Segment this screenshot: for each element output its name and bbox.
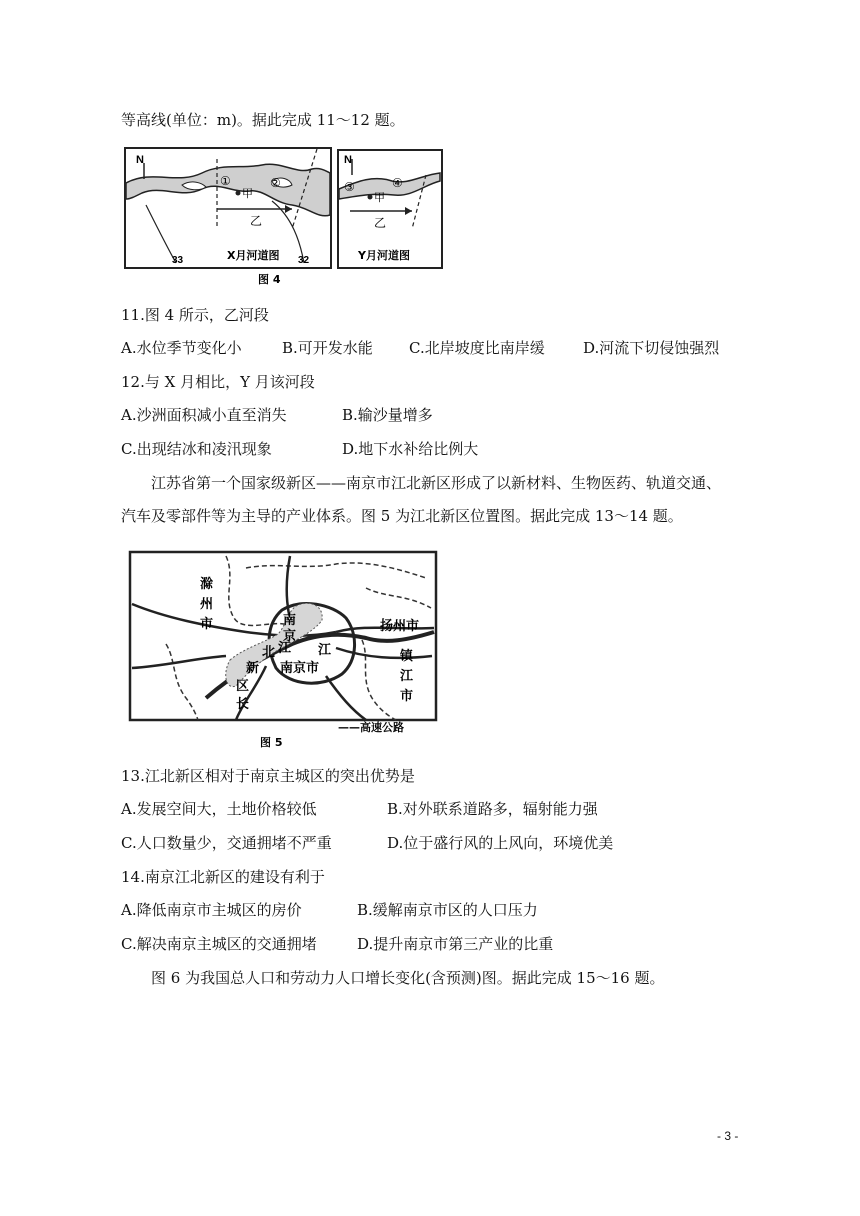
figure-5-jiangbei-map [126, 548, 444, 748]
label-zhen-shi: 市 [400, 689, 414, 704]
label-xin: 新 [246, 661, 260, 676]
q13-option-d: D.位于盛行风的上风向，环境优美 [387, 834, 614, 852]
q11-option-d: D.河流下切侵蚀强烈 [583, 339, 720, 357]
q12-stem: 12.与 X 月相比，Y 月该河段 [121, 373, 315, 391]
label-yi-y: 乙 [374, 216, 387, 230]
mark-2: ② [270, 176, 281, 190]
north-label-x: N [136, 154, 144, 166]
figure-4-caption: 图 4 [258, 273, 281, 286]
q13-option-a: A.发展空间大，土地价格较低 [121, 800, 317, 818]
passage-2-line-2: 汽车及零部件等为主导的产业体系。图 5 为江北新区位置图。据此完成 13～14 题。 [121, 507, 683, 525]
legend-highway: ——高速公路 [338, 721, 404, 734]
q12-option-d: D.地下水补给比例大 [342, 440, 479, 458]
label-zhou: 州 [200, 597, 214, 612]
label-jiang-2: 江 [318, 643, 332, 658]
mark-3: ③ [344, 180, 355, 194]
q13-option-b: B.对外联系道路多，辐射能力强 [387, 800, 598, 818]
label-jiang-city: 江 [400, 669, 414, 684]
q11-option-a: A.水位季节变化小 [121, 339, 242, 357]
q11-option-b: B.可开发水能 [282, 339, 373, 357]
label-zhen: 镇 [400, 649, 414, 664]
label-bei: 北 [262, 645, 276, 660]
mark-1: ① [220, 174, 231, 188]
figure-4-river-map [122, 145, 454, 293]
page-number: - 3 - [717, 1129, 739, 1143]
label-qu: 区 [236, 679, 250, 694]
label-nanjing-city: 南京市 [280, 661, 320, 676]
passage-2-line-1: 江苏省第一个国家级新区——南京市江北新区形成了以新材料、生物医药、轨道交通、 [151, 474, 722, 492]
q11-stem: 11.图 4 所示，乙河段 [121, 306, 269, 324]
q13-stem: 13.江北新区相对于南京主城区的突出优势是 [121, 767, 415, 785]
q14-option-b: B.缓解南京市区的人口压力 [357, 901, 538, 919]
label-chang: 长 [236, 697, 250, 712]
figure-5-caption: 图 5 [260, 736, 283, 748]
y-month-title: Y月河道图 [358, 249, 410, 262]
passage-3: 图 6 为我国总人口和劳动力人口增长变化(含预测)图。据此完成 15～16 题。 [151, 969, 665, 987]
q12-option-b: B.输沙量增多 [342, 406, 433, 424]
label-yangzhou: 扬州市 [380, 619, 420, 634]
q13-option-c: C.人口数量少，交通拥堵不严重 [121, 834, 332, 852]
q14-option-c: C.解决南京主城区的交通拥堵 [121, 935, 317, 953]
label-yi-x: 乙 [250, 214, 263, 228]
label-shi: 市 [200, 617, 214, 632]
x-river-band [126, 164, 330, 216]
label-jia-y: 甲 [374, 191, 385, 204]
label-jing: 京 [283, 629, 297, 644]
label-chu: 滁 [200, 577, 214, 592]
q12-option-a: A.沙洲面积减小直至消失 [121, 406, 287, 424]
label-jiang-1: 江 [278, 641, 292, 656]
label-nan: 南 [283, 613, 297, 628]
contour-32: 32 [298, 255, 310, 266]
q14-option-a: A.降低南京市主城区的房价 [121, 901, 302, 919]
mark-4: ④ [392, 176, 403, 190]
q11-option-c: C.北岸坡度比南岸缓 [409, 339, 545, 357]
q14-option-d: D.提升南京市第三产业的比重 [357, 935, 554, 953]
contour-33: 33 [172, 255, 184, 266]
x-month-title: X月河道图 [227, 249, 280, 262]
intro-line: 等高线(单位：m)。据此完成 11～12 题。 [121, 111, 405, 129]
north-label-y: N [344, 154, 352, 166]
label-jia-x: 甲 [242, 187, 253, 200]
q14-stem: 14.南京江北新区的建设有利于 [121, 868, 325, 886]
q12-option-c: C.出现结冰和凌汛现象 [121, 440, 272, 458]
